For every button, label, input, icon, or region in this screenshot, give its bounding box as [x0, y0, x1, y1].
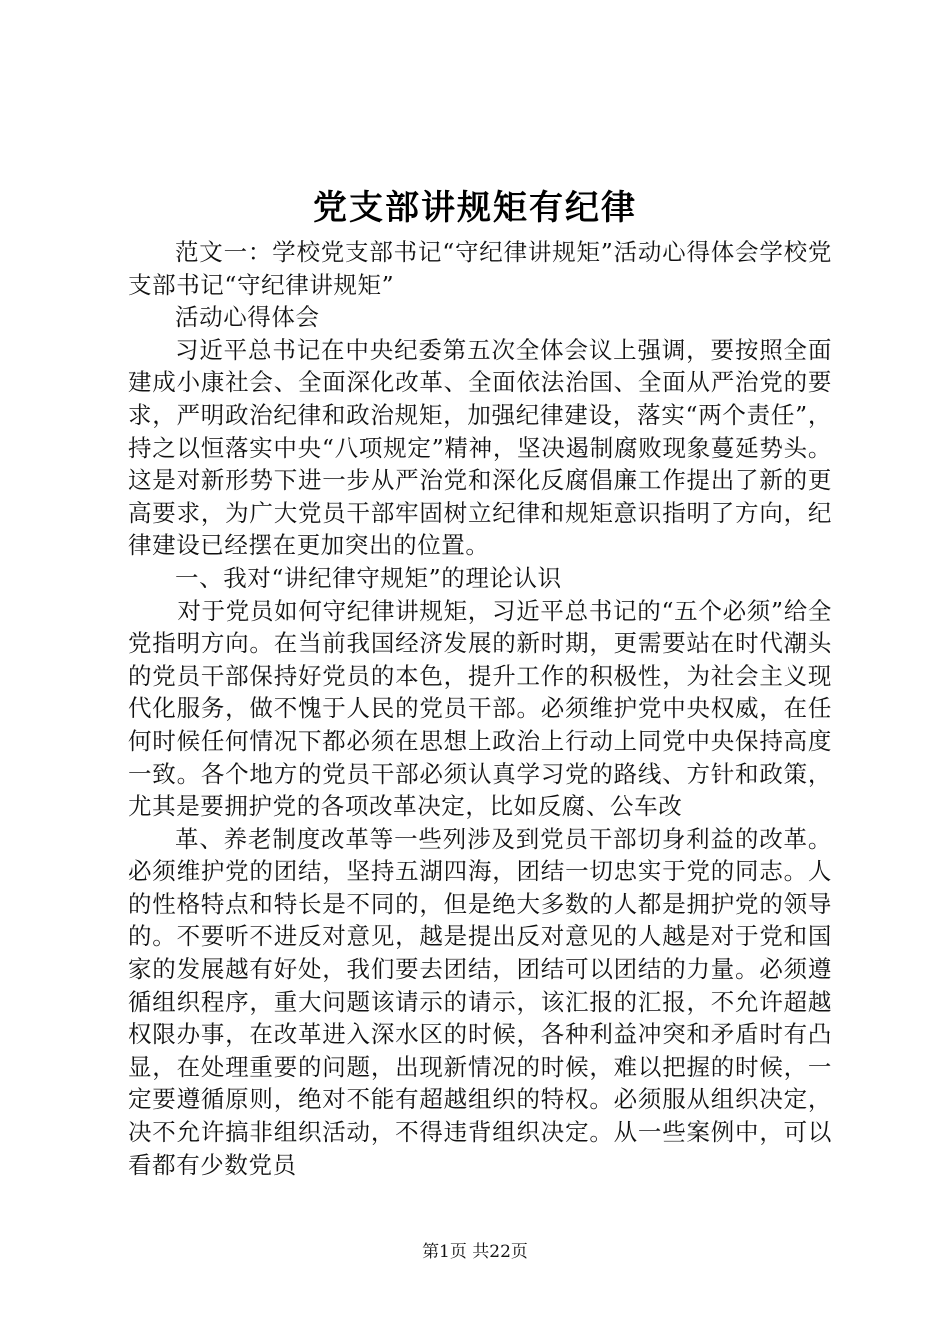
section-heading-1: 一、我对“讲纪律守规矩”的理论认识 [175, 563, 562, 592]
paragraph-intro: 习近平总书记在中央纪委第五次全体会议上强调，要按照全面建成小康社会、全面深化改革、全面依法治国、全面从严治党的要求，严明政治纪律和政治规矩，加强纪律建设，落实“两个责任”，持之以恒落实中央“八项规定”精神，坚决遏制腐败现象蔓延势头。这是对新形势下进一步从严治党和深化反腐倡廉工作提出了新的更高要求，为广大党员干部牢固树立纪律和规矩意识指明了方向，纪律建设已经摆在更加突出的位置。 [128, 335, 832, 560]
paragraph-five-musts: 对于党员如何守纪律讲规矩，习近平总书记的“五个必须”给全党指明方向。在当前我国经济发展的新时期，更需要站在时代潮头的党员干部保持好党员的本色，提升工作的积极性，为社会主义现代化服务，做不愧于人民的党员干部。必须维护党中央权威，在任何时候任何情况下都必须在思想上政治上行动上同党中央保持高度一致。各个地方的党员干部必须认真学习党的路线、方针和政策，尤其是要拥护党的各项改革决定，比如反腐、公车改 [128, 596, 832, 821]
paragraph-reform: 革、养老制度改革等一些列涉及到党员干部切身利益的改革。必须维护党的团结，坚持五湖四海，团结一切忠实于党的同志。人的性格特点和特长是不同的，但是绝大多数的人都是拥护党的领导的。不要听不进反对意见，越是提出反对意见的人越是对于党和国家的发展越有好处，我们要去团结，团结可以团结的力量。必须遵循组织程序，重大问题该请示的请示，该汇报的汇报，不允许超越权限办事，在改革进入深水区的时候，各种利益冲突和矛盾时有凸显，在处理重要的问题，出现新情况的时候，难以把握的时候，一定要遵循原则，绝对不能有超越组织的特权。必须服从组织决定，决不允许搞非组织活动，不得违背组织决定。从一些案例中，可以看都有少数党员 [128, 824, 832, 1179]
document-title: 党支部讲规矩有纪律 [313, 188, 637, 228]
paragraph-heading-continued: 活动心得体会 [175, 303, 320, 332]
paragraph-heading-essay: 范文一：学校党支部书记“守纪律讲规矩”活动心得体会学校党支部书记“守纪律讲规矩” [128, 238, 832, 299]
document-body [128, 236, 832, 1181]
page-number-footer: 第1页 共22页 [422, 1242, 528, 1262]
